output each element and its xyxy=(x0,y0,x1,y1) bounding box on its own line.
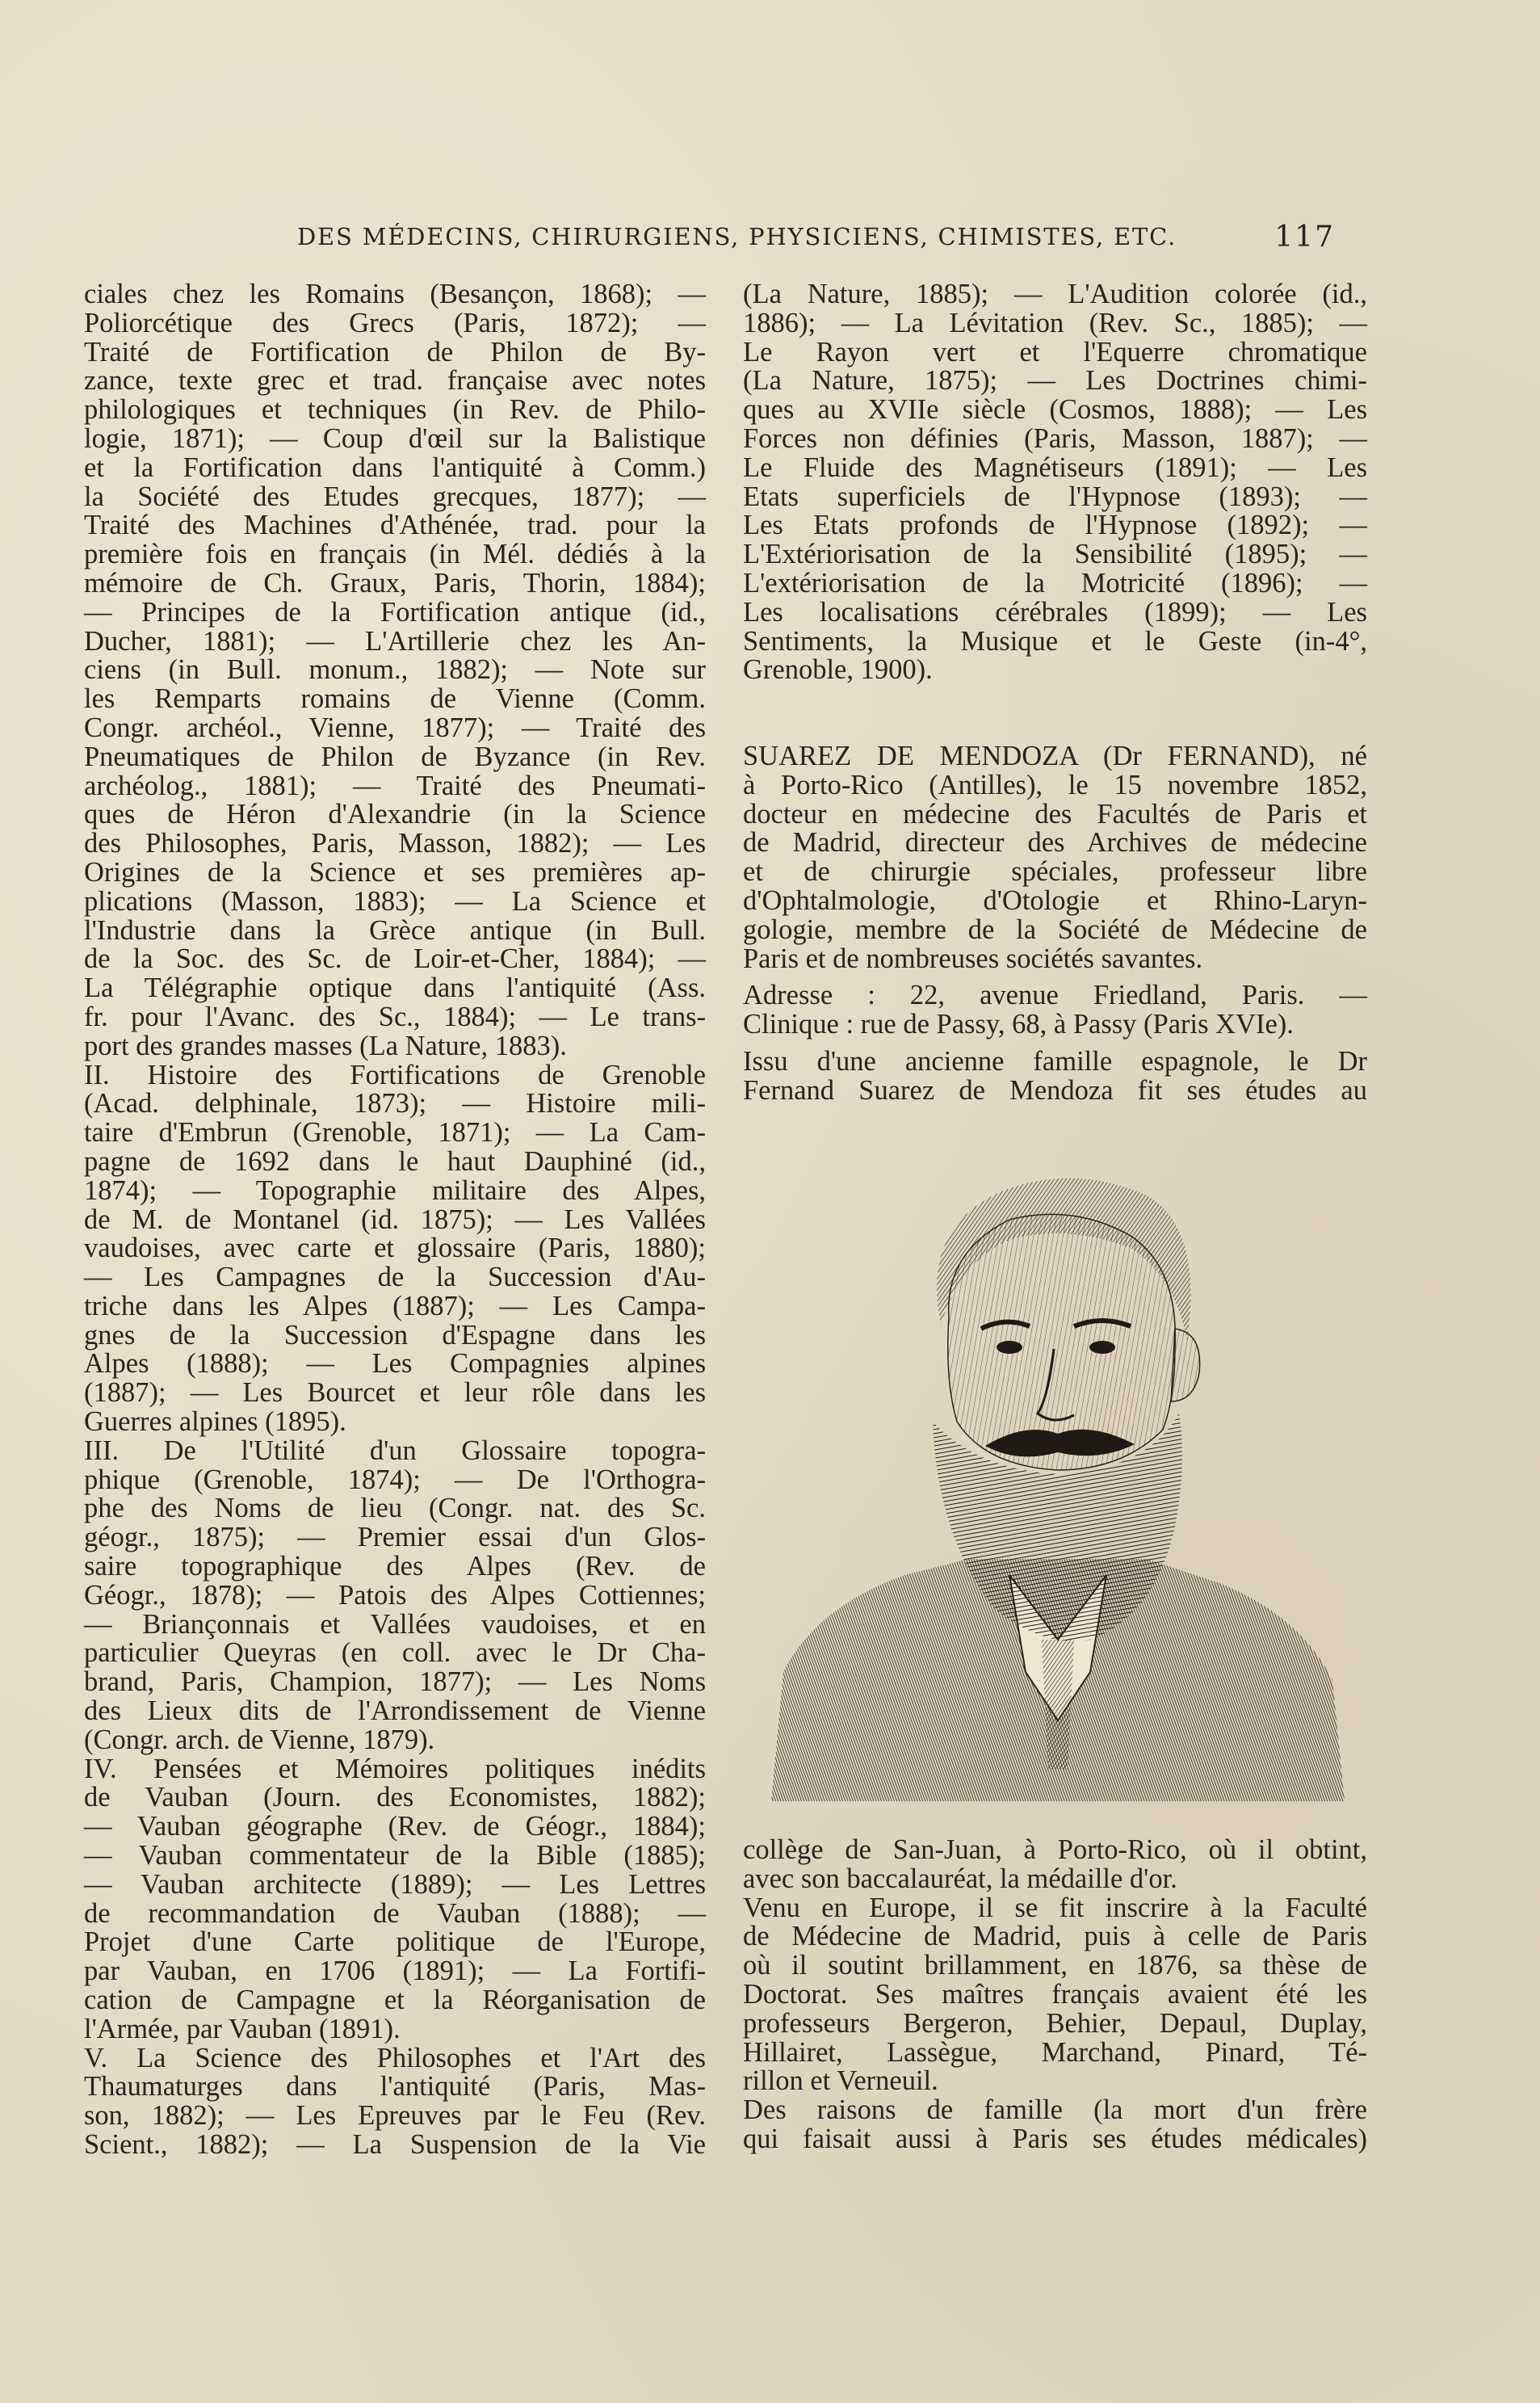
text-line: (Acad. delphinale, 1873); — Histoire mili- xyxy=(84,1088,706,1120)
ear xyxy=(1171,1329,1200,1401)
text-line: ques de Héron d'Alexandrie (in la Science xyxy=(84,799,706,830)
text-line: Clinique : rue de Passy, 68, à Passy (Paris XVIe). xyxy=(743,1009,1294,1040)
running-title: DES MÉDECINS, CHIRURGIENS, PHYSICIENS, CHIMISTES, ETC. xyxy=(297,223,1177,250)
text-line: première fois en français (in Mél. dédiés à la xyxy=(84,539,706,570)
text-line: fr. pour l'Avanc. des Sc., 1884); — Le trans- xyxy=(84,1001,706,1032)
text-line: Paris et de nombreuses sociétés savantes. xyxy=(743,943,1203,974)
text-line: vaudoises, avec carte et glossaire (Paris, 1880); xyxy=(84,1233,706,1264)
text-line: archéolog., 1881); — Traité des Pneumati- xyxy=(84,770,706,801)
text-line: Hillairet, Lassègue, Marchand, Pinard, Té- xyxy=(743,2036,1367,2068)
text-line: IV. Pensées et Mémoires politiques inédits xyxy=(84,1753,706,1784)
running-header xyxy=(297,216,1335,257)
text-line: taire d'Embrun (Grenoble, 1871); — La Cam- xyxy=(84,1117,706,1149)
left-column xyxy=(84,280,706,2160)
text-line: particulier Queyras (en coll. avec le Dr Cha- xyxy=(84,1637,706,1669)
text-line: V. La Science des Philosophes et l'Art des xyxy=(84,2042,706,2073)
text-line: (La Nature, 1875); — Les Doctrines chimi- xyxy=(743,365,1367,397)
text-line: Poliorcétique des Grecs (Paris, 1872); — xyxy=(84,307,706,338)
text-line: Les localisations cérébrales (1899); — Les xyxy=(743,596,1367,628)
text-line: — Les Campagnes de la Succession d'Au- xyxy=(84,1262,706,1293)
text-line: II. Histoire des Fortifications de Grenoble xyxy=(84,1059,706,1090)
text-line: docteur en médecine des Facultés de Paris et xyxy=(743,798,1367,830)
text-line: de Vauban (Journ. des Economistes, 1882); xyxy=(84,1782,706,1813)
left-eye xyxy=(997,1341,1022,1354)
text-line: Ducher, 1881); — L'Artillerie chez les An- xyxy=(84,625,706,657)
text-line: Guerres alpines (1895). xyxy=(84,1406,346,1438)
text-line: logie, 1871); — Coup d'œil sur la Balistique xyxy=(84,422,706,454)
text-line: collège de San-Juan, à Porto-Rico, où il obtint, xyxy=(743,1834,1367,1865)
text-line: Doctorat. Ses maîtres français avaient été les xyxy=(743,1978,1367,2010)
text-line: Alpes (1888); — Les Compagnies alpines xyxy=(84,1348,706,1380)
text-line: Pneumatiques de Philon de Byzance (in Rev. xyxy=(84,741,706,772)
text-line: — Vauban géographe (Rev. de Géogr., 1884); xyxy=(84,1811,706,1842)
text-line: Thaumaturges dans l'antiquité (Paris, Mas- xyxy=(84,2071,706,2103)
text-line: — Briançonnais et Vallées vaudoises, et en xyxy=(84,1608,706,1640)
text-line: professeurs Bergeron, Behier, Depaul, Duplay, xyxy=(743,2007,1367,2039)
text-line: Venu en Europe, il se fit inscrire à la Faculté xyxy=(743,1892,1367,1923)
text-line: Le Rayon vert et l'Equerre chromatique xyxy=(743,336,1367,368)
text-line: pagne de 1692 dans le haut Dauphiné (id., xyxy=(84,1145,706,1177)
text-line: Origines de la Science et ses premières ap- xyxy=(84,856,706,888)
text-line: ciens (in Bull. monum., 1882); — Note sur xyxy=(84,654,706,686)
text-line: ciales chez les Romains (Besançon, 1868); — xyxy=(84,279,706,309)
right-column-bibliography xyxy=(743,280,1367,685)
right-column-biography-continued xyxy=(743,1836,1367,2154)
text-line: à Porto-Rico (Antilles), le 15 novembre 1852, xyxy=(743,769,1367,800)
text-line: ques au XVIIe siècle (Cosmos, 1888); — Les xyxy=(743,394,1367,426)
text-line: et la Fortification dans l'antiquité à Comm.) xyxy=(84,452,706,483)
text-line: — Vauban architecte (1889); — Les Lettres xyxy=(84,1868,706,1900)
right-column-biography-entry xyxy=(743,742,1367,1106)
text-line: Traité des Machines d'Athénée, trad. pour la xyxy=(84,510,706,541)
text-line: Géogr., 1878); — Patois des Alpes Cottiennes; xyxy=(84,1579,706,1611)
text-line: rillon et Verneuil. xyxy=(743,2065,938,2097)
text-line: port des grandes masses (La Nature, 1883). xyxy=(84,1030,567,1061)
text-line: Forces non définies (Paris, Masson, 1887); — xyxy=(743,422,1367,454)
text-line: avec son baccalauréat, la médaille d'or. xyxy=(743,1863,1177,1894)
text-line: et de chirurgie spéciales, professeur libre xyxy=(743,856,1367,888)
text-line: Le Fluide des Magnétiseurs (1891); — Les xyxy=(743,452,1367,483)
text-line: Fernand Suarez de Mendoza fit ses études au xyxy=(743,1074,1367,1106)
text-line: phe des Noms de lieu (Congr. nat. des Sc. xyxy=(84,1493,706,1524)
text-line: L'Extériorisation de la Sensibilité (1895); — xyxy=(743,539,1367,570)
right-eye xyxy=(1089,1341,1115,1354)
text-line: d'Ophtalmologie, d'Otologie et Rhino-Laryn- xyxy=(743,884,1367,916)
text-line: les Remparts romains de Vienne (Comm. xyxy=(84,683,706,715)
text-line: (Congr. arch. de Vienne, 1879). xyxy=(84,1724,435,1755)
text-line: Issu d'une ancienne famille espagnole, le Dr xyxy=(743,1045,1367,1077)
text-line: Grenoble, 1900). xyxy=(743,654,933,686)
text-line: de la Soc. des Sc. de Loir-et-Cher, 1884); — xyxy=(84,943,706,975)
text-line: gologie, membre de la Société de Médecine de xyxy=(743,914,1367,945)
text-line: 1874); — Topographie militaire des Alpes, xyxy=(84,1174,706,1206)
text-line: Traité de Fortification de Philon de By- xyxy=(84,336,706,368)
text-line: des Lieux dits de l'Arrondissement de Vienne xyxy=(84,1695,706,1727)
text-line: son, 1882); — Les Epreuves par le Feu (Rev. xyxy=(84,2100,706,2132)
text-line: zance, texte grec et trad. française avec notes xyxy=(84,365,706,397)
text-line: philologiques et techniques (in Rev. de Philo- xyxy=(84,394,706,426)
text-line: de Madrid, directeur des Archives de médecine xyxy=(743,827,1367,859)
text-line: de Médecine de Madrid, puis à celle de Paris xyxy=(743,1921,1367,1952)
text-line: phique (Grenoble, 1874); — De l'Orthogra- xyxy=(84,1464,706,1495)
text-line: SUAREZ DE MENDOZA (Dr FERNAND), né xyxy=(743,741,1367,771)
page-number: 117 xyxy=(1274,220,1335,254)
text-line: où il soutint brillamment, en 1876, sa thèse de xyxy=(743,1950,1367,1981)
text-line: Adresse : 22, avenue Friedland, Paris. — xyxy=(743,980,1367,1011)
text-line: des Philosophes, Paris, Masson, 1882); — Les xyxy=(84,828,706,859)
text-line: brand, Paris, Champion, 1877); — Les Noms xyxy=(84,1666,706,1698)
portrait-engraving xyxy=(767,1155,1349,1801)
text-line: Les Etats profonds de l'Hypnose (1892); — xyxy=(743,510,1367,541)
text-line: de M. de Montanel (id. 1875); — Les Vallées xyxy=(84,1204,706,1235)
text-line: (1887); — Les Bourcet et leur rôle dans les xyxy=(84,1377,706,1409)
text-line: plications (Masson, 1883); — La Science et xyxy=(84,885,706,917)
portrait-illustration xyxy=(767,1155,1349,1801)
text-line: l'Industrie dans la Grèce antique (in Bull. xyxy=(84,914,706,946)
text-line: Scient., 1882); — La Suspension de la Vie xyxy=(84,2129,706,2160)
text-line: Congr. archéol., Vienne, 1877); — Traité des xyxy=(84,712,706,743)
text-line: gnes de la Succession d'Espagne dans les xyxy=(84,1319,706,1351)
text-line: géogr., 1875); — Premier essai d'un Glos- xyxy=(84,1522,706,1553)
text-line: Etats superficiels de l'Hypnose (1893); — xyxy=(743,481,1367,512)
text-line: de recommandation de Vauban (1888); — xyxy=(84,1897,706,1929)
text-line: mémoire de Ch. Graux, Paris, Thorin, 1884); xyxy=(84,567,706,599)
text-line: saire topographique des Alpes (Rev. de xyxy=(84,1551,706,1582)
text-line: 1886); — La Lévitation (Rev. Sc., 1885); — xyxy=(743,307,1367,338)
text-line: (La Nature, 1885); — L'Audition colorée (id., xyxy=(743,279,1367,309)
text-line: L'extériorisation de la Motricité (1896); — xyxy=(743,567,1367,599)
text-line: — Vauban commentateur de la Bible (1885); xyxy=(84,1840,706,1872)
text-line: Sentiments, la Musique et le Geste (in-4°, xyxy=(743,625,1367,657)
text-line: par Vauban, en 1706 (1891); — La Fortifi- xyxy=(84,1956,706,1987)
text-line: cation de Campagne et la Réorganisation de xyxy=(84,1985,706,2016)
text-line: III. De l'Utilité d'un Glossaire topogra- xyxy=(84,1435,706,1466)
text-line: Projet d'une Carte politique de l'Europe, xyxy=(84,1926,706,1958)
text-line: la Société des Etudes grecques, 1877); — xyxy=(84,481,706,512)
text-line: l'Armée, par Vauban (1891). xyxy=(84,2013,401,2044)
text-line: La Télégraphie optique dans l'antiquité (Ass. xyxy=(84,973,706,1004)
text-line: Des raisons de famille (la mort d'un frère xyxy=(743,2094,1367,2126)
text-line: qui faisait aussi à Paris ses études médicales) xyxy=(743,2123,1367,2154)
text-line: triche dans les Alpes (1887); — Les Campa- xyxy=(84,1290,706,1321)
text-line: — Principes de la Fortification antique (id., xyxy=(84,596,706,628)
